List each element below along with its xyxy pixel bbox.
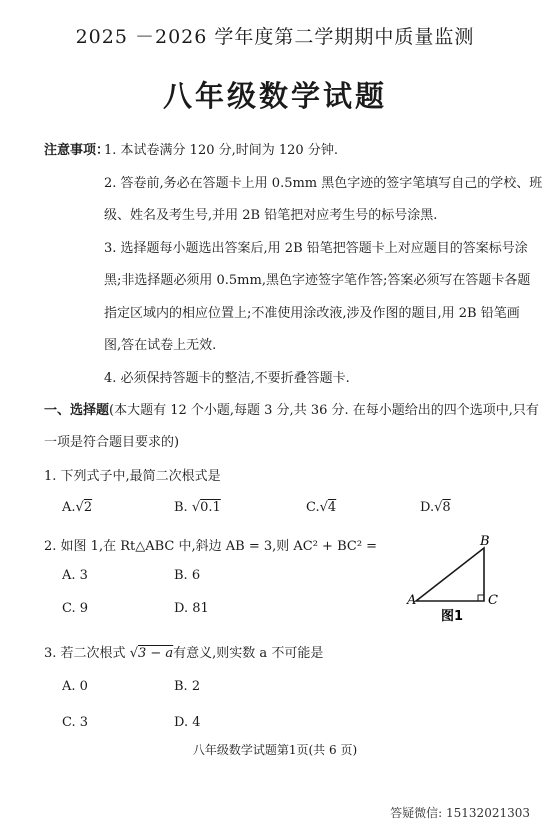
q2-option-b: B. 6 bbox=[174, 568, 201, 583]
notice-label: 注意事项： bbox=[44, 143, 110, 158]
vertex-b-label: B bbox=[480, 534, 490, 549]
q1-option-d: D.√8 bbox=[420, 500, 451, 515]
notice-item-2: 2. 答卷前,务必在答题卡上用 0.5mm 黑色字迹的签字笔填写自己的学校、班 bbox=[104, 176, 543, 191]
contact-info: 答疑微信: 15132021303 bbox=[390, 806, 530, 820]
q1-option-a: A.√2 bbox=[62, 500, 93, 515]
q1-b-radicand: 0.1 bbox=[200, 500, 221, 515]
notice-item-3-cont-2: 指定区域内的相应位置上;不准使用涂改液,涉及作图的题目,用 2B 铅笔画 bbox=[104, 306, 520, 321]
exam-header: 2025 －2026 学年度第二学期期中质量监测 bbox=[75, 26, 475, 48]
section-1-desc: (本大题有 12 个小题,每题 3 分,共 36 分. 在每小题给出的四个选项中,只有 bbox=[109, 403, 539, 418]
vertex-c-label: C bbox=[488, 593, 498, 608]
q3-radicand: 3 − a bbox=[137, 646, 174, 661]
q1-stem: 1. 下列式子中,最简二次根式是 bbox=[44, 469, 221, 484]
notice-item-4: 4. 必须保持答题卡的整洁,不要折叠答题卡. bbox=[104, 371, 350, 386]
notice-item-2-cont: 级、姓名及考生号,并用 2B 铅笔把对应考生号的标号涂黑. bbox=[104, 208, 438, 223]
q1-a-radicand: 2 bbox=[83, 500, 93, 515]
q3-option-b: B. 2 bbox=[174, 679, 201, 694]
sqrt-sign: √ bbox=[434, 500, 443, 515]
section-1-label: 一、选择题 bbox=[44, 403, 110, 418]
q3-option-d: D. 4 bbox=[174, 715, 201, 730]
q1-d-radicand: 8 bbox=[442, 500, 451, 515]
notice-item-3: 3. 选择题每小题选出答案后,用 2B 铅笔把答题卡上对应题目的答案标号涂 bbox=[104, 241, 528, 256]
sqrt-sign: √ bbox=[319, 500, 328, 515]
q1-c-radicand: 4 bbox=[327, 500, 337, 515]
q1-option-b: B. √0.1 bbox=[174, 500, 221, 515]
section-1-desc-cont: 一项是符合题目要求的) bbox=[44, 435, 180, 450]
sqrt-sign: √ bbox=[191, 500, 201, 515]
q3-option-c: C. 3 bbox=[62, 715, 89, 730]
q3-option-a: A. 0 bbox=[62, 679, 88, 694]
q2-stem: 2. 如图 1,在 Rt△ABC 中,斜边 AB = 3,则 AC² + BC² = bbox=[44, 539, 378, 554]
exam-title: 八年级数学试题 bbox=[162, 79, 387, 113]
notice-item-3-cont-3: 图,答在试卷上无效. bbox=[104, 338, 217, 353]
q3-stem: 3. 若二次根式 √3 − a有意义,则实数 a 不可能是 bbox=[44, 646, 324, 661]
figure-1-triangle bbox=[404, 532, 514, 627]
notice-item-3-cont-1: 黑;非选择题必须用 0.5mm,黑色字迹签字笔作答;答案必须写在答题卡各题 bbox=[104, 273, 531, 288]
triangle-abc bbox=[416, 548, 484, 601]
sqrt-sign: √ bbox=[129, 646, 138, 661]
q1-option-c: C.√4 bbox=[306, 500, 337, 515]
q2-option-a: A. 3 bbox=[62, 568, 88, 583]
q2-option-c: C. 9 bbox=[62, 601, 89, 616]
figure-1-caption: 图1 bbox=[441, 609, 464, 624]
page-footer: 八年级数学试题第1页(共 6 页) bbox=[192, 743, 358, 757]
vertex-a-label: A bbox=[407, 593, 417, 608]
right-angle-mark bbox=[478, 595, 484, 601]
section-1-heading bbox=[44, 399, 539, 418]
q2-option-d: D. 81 bbox=[174, 601, 209, 616]
notice-item-1: 1. 本试卷满分 120 分,时间为 120 分钟. bbox=[104, 143, 338, 158]
sqrt-sign: √ bbox=[75, 500, 84, 515]
